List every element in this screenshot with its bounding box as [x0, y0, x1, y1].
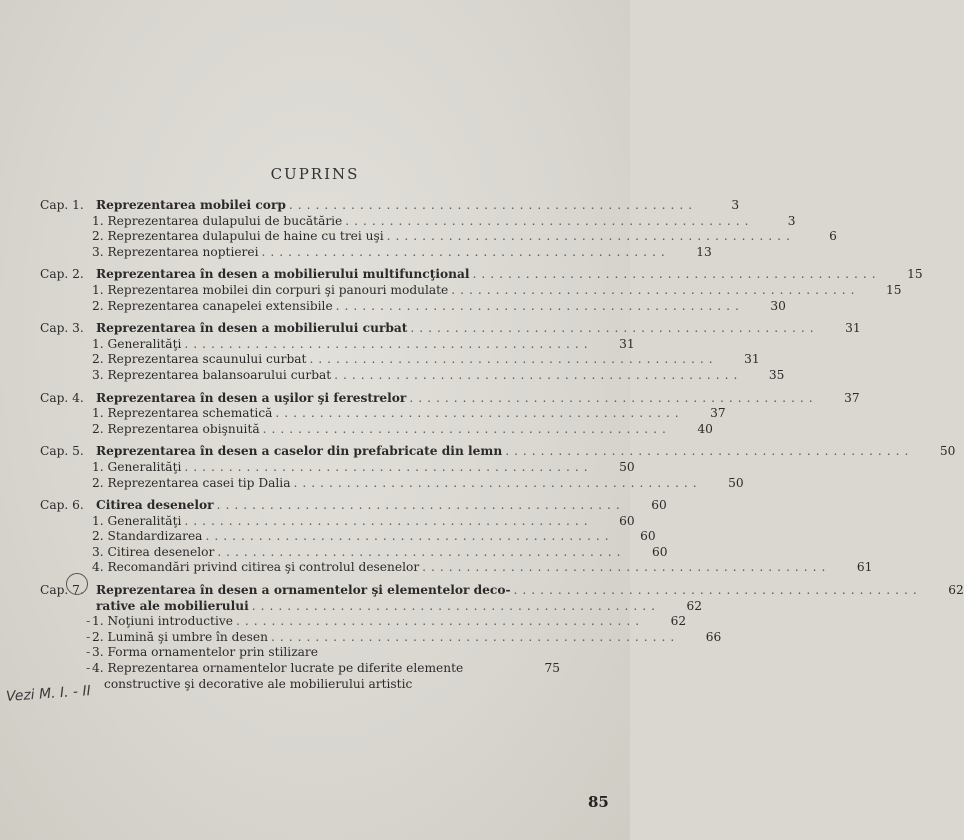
item-title: 1. Reprezentarea mobilei din corpuri şi panouri modulate: [92, 282, 449, 297]
page-ref: 15: [907, 267, 923, 282]
dash-mark: -: [86, 645, 91, 659]
chapter-7: [40, 583, 964, 692]
chapter-heading: Cap. 6. Citirea desenelor .............................................. 60: [40, 498, 667, 513]
page-ref: 62: [670, 614, 687, 629]
toc-item: 2. Standardizarea .............................................. 60: [92, 529, 656, 544]
chapter-heading: Cap. 7. Reprezentarea în desen a ornamentelor şi elementelor deco- .............................................. 62: [40, 583, 964, 598]
item-title: 4. Reprezentarea ornamentelor lucrate pe diferite elemente: [92, 661, 464, 676]
page-ref: 31: [619, 336, 635, 351]
page-ref: 30: [770, 298, 786, 313]
page-ref: 60: [619, 513, 635, 528]
chapter-heading: Cap. 1. Reprezentarea mobilei corp .............................................. 3: [40, 198, 740, 212]
page-ref: 3: [787, 213, 796, 228]
chapter-number: Cap. 1.: [40, 198, 84, 212]
page-ref: 50: [619, 459, 635, 474]
item-title: 1. Noţiuni introductive: [92, 614, 233, 629]
toc-item: [40, 661, 560, 677]
page-ref: 3: [731, 198, 740, 212]
pen-circle-mark: [66, 573, 88, 595]
toc-item: 2. Reprezentarea dulapului de haine cu trei uşi .............................................. 6: [92, 229, 837, 244]
chapter-3: [40, 321, 861, 383]
toc-item: 3. Reprezentarea balansoarului curbat .............................................. 35: [92, 367, 785, 382]
item-title: 2. Standardizarea: [92, 529, 203, 544]
toc-item: 2. Reprezentarea canapelei extensibile .............................................. 30: [92, 298, 786, 313]
page-ref: 60: [640, 529, 656, 544]
page-ref: 15: [885, 282, 902, 297]
chapter-2: [40, 267, 923, 314]
item-title: 2. Reprezentarea canapelei extensibile: [92, 298, 333, 313]
item-title: 1. Generalităţi: [92, 459, 182, 474]
toc-item: [40, 645, 560, 661]
chapter-number: Cap. 3.: [40, 321, 84, 336]
page-number: 85: [588, 793, 609, 811]
toc-item: 2. Reprezentarea obişnuită .............................................. 40: [92, 421, 713, 436]
dash-mark: -: [86, 630, 91, 644]
table-of-contents: [40, 198, 964, 699]
chapter-4: [40, 390, 860, 438]
chapter-heading-continued: rative ale mobilierului .............................................. 62: [96, 598, 702, 613]
chapter-title: Reprezentarea mobilei corp: [96, 198, 286, 212]
item-title: 1. Generalităţi: [92, 336, 182, 351]
toc-item-continued: [40, 677, 560, 693]
chapter-title: Reprezentarea în desen a uşilor şi ferestrelor: [96, 390, 407, 405]
page-ref: 66: [705, 629, 722, 644]
toc-item: 3. Citirea desenelor .............................................. 60: [92, 544, 668, 559]
item-title: 2. Lumină şi umbre în desen: [92, 629, 268, 644]
toc-item: 3. Reprezentarea noptierei .............................................. 13: [92, 244, 712, 259]
item-title: constructive şi decorative ale mobilierului artistic: [104, 676, 413, 691]
chapter-title: Reprezentarea în desen a mobilierului curbat: [96, 321, 408, 336]
page-ref: 37: [844, 390, 860, 405]
dash-mark: -: [86, 661, 91, 675]
chapter-number: Cap. 4.: [40, 390, 84, 405]
chapter-1: [40, 198, 837, 260]
toc-item: 1. Noţiuni introductive .............................................. 62: [92, 614, 687, 629]
item-title: 4. Recomandări privind citirea şi controlul desenelor: [92, 560, 420, 575]
item-title: 1. Reprezentarea dulapului de bucătărie: [92, 213, 343, 228]
chapter-title-continued: rative ale mobilierului: [96, 598, 249, 613]
chapter-heading: Cap. 5. Reprezentarea în desen a caselor din prefabricate din lemn .............................................. 50: [40, 444, 956, 459]
page-ref: 31: [845, 321, 861, 336]
page-ref: 61: [856, 560, 873, 575]
page-ref: 35: [768, 367, 785, 382]
dash-mark: -: [86, 614, 91, 628]
page-ref: 37: [710, 406, 726, 421]
toc-item: 1. Generalităţi .............................................. 31: [92, 336, 635, 351]
chapter-number: Cap. 7.: [40, 583, 84, 598]
page-ref: 75: [544, 661, 560, 676]
page-title: CUPRINS: [270, 165, 360, 183]
chapter-6: [40, 498, 873, 576]
page-ref: 50: [728, 475, 744, 490]
page-ref: 6: [829, 229, 837, 244]
toc-item: 1. Reprezentarea schematică .............................................. 37: [92, 406, 726, 421]
page-ref: 31: [744, 352, 760, 367]
chapter-number: Cap. 5.: [40, 444, 84, 459]
page-ref: 60: [651, 498, 667, 513]
item-title: 1. Reprezentarea schematică: [92, 406, 273, 421]
item-title: 2. Reprezentarea casei tip Dalia: [92, 475, 291, 490]
chapter-title: Reprezentarea în desen a caselor din prefabricate din lemn: [96, 444, 503, 459]
toc-item: 4. Recomandări privind citirea şi controlul desenelor .............................................. 61: [92, 560, 873, 575]
page-ref: 40: [697, 421, 713, 436]
chapter-title: Reprezentarea în desen a ornamentelor şi elementelor deco-: [96, 583, 511, 598]
page-ref: 62: [686, 598, 702, 613]
item-title: 3. Citirea desenelor: [92, 544, 215, 559]
chapter-heading: Cap. 2. Reprezentarea în desen a mobilierului multifuncţional .............................................. 15: [40, 267, 923, 282]
toc-item: 1. Reprezentarea dulapului de bucătărie .............................................. 3: [92, 213, 796, 228]
page-ref: 50: [939, 444, 956, 459]
chapter-title: Citirea desenelor: [96, 498, 214, 513]
page-ref: 13: [696, 244, 712, 259]
toc-item: 1. Generalităţi .............................................. 60: [92, 513, 635, 528]
toc-item: 1. Reprezentarea mobilei din corpuri şi panouri modulate .............................................. 15: [92, 282, 902, 297]
toc-item: 2. Lumină şi umbre în desen .............................................. 66: [92, 629, 722, 644]
handwritten-note: Vezi M. I. - II: [5, 683, 92, 705]
chapter-number: Cap. 6.: [40, 498, 84, 513]
item-title: 1. Generalităţi: [92, 513, 182, 528]
item-title: 2. Reprezentarea dulapului de haine cu trei uşi: [92, 229, 384, 244]
toc-item: 1. Generalităţi .............................................. 50: [92, 459, 635, 474]
item-title: 2. Reprezentarea scaunului curbat: [92, 352, 307, 367]
chapter-number: Cap. 2.: [40, 267, 84, 282]
item-title: 3. Reprezentarea noptierei: [92, 244, 259, 259]
item-title: 2. Reprezentarea obişnuită: [92, 421, 260, 436]
item-title: 3. Reprezentarea balansoarului curbat: [92, 367, 332, 382]
chapter-heading: Cap. 4. Reprezentarea în desen a uşilor şi ferestrelor .............................................. 37: [40, 390, 860, 405]
toc-item: 2. Reprezentarea scaunului curbat .............................................. 31: [92, 352, 760, 367]
chapter-title: Reprezentarea în desen a mobilierului multifuncţional: [96, 267, 470, 282]
chapter-5: [40, 444, 956, 491]
chapter-heading: Cap. 3. Reprezentarea în desen a mobilierului curbat .............................................. 31: [40, 321, 861, 336]
item-title: 3. Forma ornamentelor prin stilizare: [92, 645, 318, 660]
page-ref: 62: [948, 583, 964, 598]
toc-item: 2. Reprezentarea casei tip Dalia .............................................. 50: [92, 475, 744, 490]
page-ref: 60: [652, 544, 668, 559]
